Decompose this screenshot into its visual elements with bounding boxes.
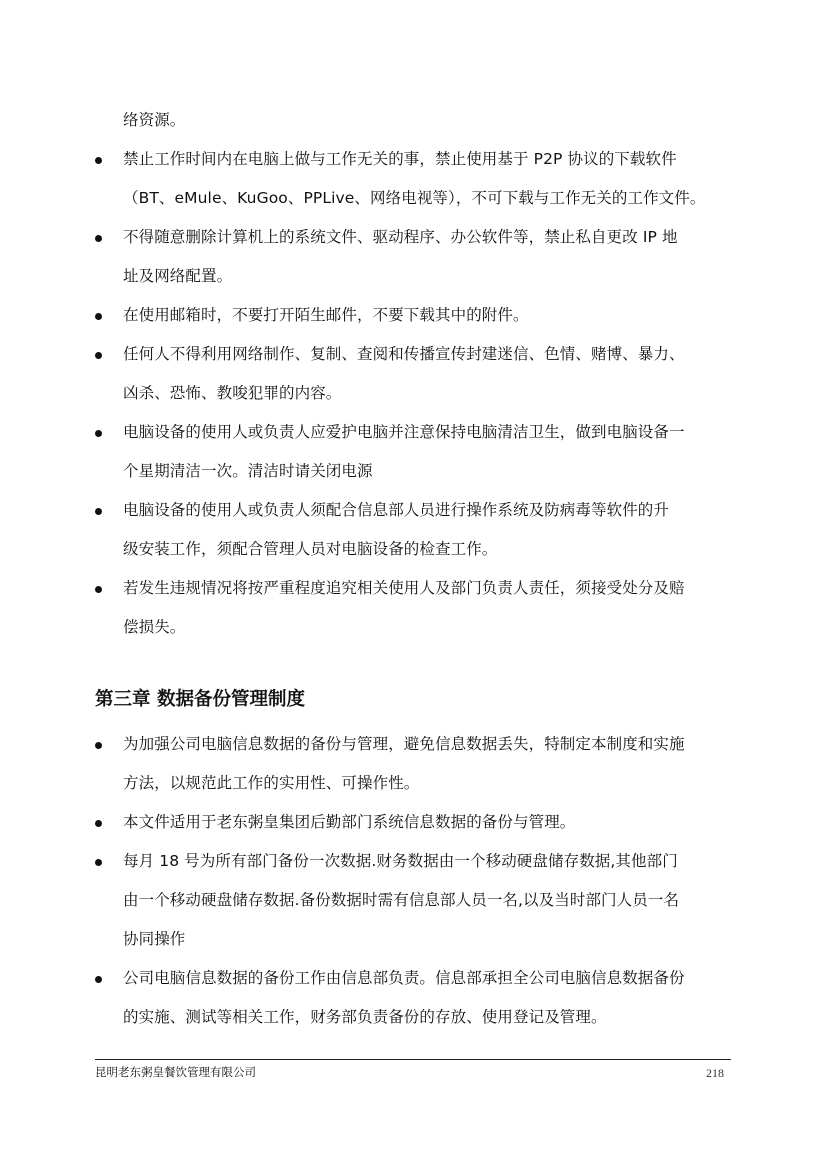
bullet-dot xyxy=(95,429,105,439)
list-item-line: 凶杀、恐怖、教唆犯罪的内容。 xyxy=(123,384,342,402)
bullet-dot xyxy=(95,234,105,244)
list-item-line: 为加强公司电脑信息数据的备份与管理，避免信息数据丢失，特制定本制度和实施 xyxy=(123,735,685,753)
list-item-line: 偿损失。 xyxy=(123,618,186,636)
list-item-line: 在使用邮箱时，不要打开陌生邮件，不要下载其中的附件。 xyxy=(123,306,529,324)
bullet-dot xyxy=(95,819,105,829)
list-item-line: 每月 18 号为所有部门备份一次数据.财务数据由一个移动硬盘储存数据,其他部门 xyxy=(123,852,678,870)
list-item-line: 本文件适用于老东粥皇集团后勤部门系统信息数据的备份与管理。 xyxy=(123,813,576,831)
list-item-line: 不得随意删除计算机上的系统文件、驱动程序、办公软件等，禁止私自更改 IP 地 xyxy=(123,228,678,246)
list-item-line: 方法，以规范此工作的实用性、可操作性。 xyxy=(123,774,420,792)
chapter-heading: 第三章 数据备份管理制度 xyxy=(95,689,305,710)
list-item-line: 协同操作 xyxy=(123,930,186,948)
bullet-dot xyxy=(95,585,105,595)
bullet-dot xyxy=(95,741,105,751)
bullet-dot xyxy=(95,507,105,517)
list-item-line: 级安装工作，须配合管理人员对电脑设备的检查工作。 xyxy=(123,540,498,558)
list-item-line: 电脑设备的使用人或负责人应爱护电脑并注意保持电脑清洁卫生，做到电脑设备一 xyxy=(123,423,685,441)
list-item-line: 个星期清洁一次。清洁时请关闭电源 xyxy=(123,462,373,480)
bullet-dot xyxy=(95,975,105,985)
footer-divider xyxy=(95,1059,731,1060)
bullet-dot xyxy=(95,156,105,166)
continuation-text: 络资源。 xyxy=(123,111,186,129)
bullet-dot xyxy=(95,312,105,322)
list-item-line: （BT、eMule、KuGoo、PPLive、网络电视等），不可下载与工作无关的工作文件。 xyxy=(123,189,706,207)
list-item-line: 址及网络配置。 xyxy=(123,267,233,285)
bullet-dot xyxy=(95,351,105,361)
list-item-line: 电脑设备的使用人或负责人须配合信息部人员进行操作系统及防病毒等软件的升 xyxy=(123,501,670,519)
list-item-line: 禁止工作时间内在电脑上做与工作无关的事，禁止使用基于 P2P 协议的下载软件 xyxy=(123,150,677,168)
list-item-line: 若发生违规情况将按严重程度追究相关使用人及部门负责人责任，须接受处分及赔 xyxy=(123,579,685,597)
footer-company-name: 昆明老东粥皇餐饮管理有限公司 xyxy=(95,1065,256,1079)
bullet-dot xyxy=(95,858,105,868)
footer-page-number: 218 xyxy=(706,1066,724,1080)
list-item-line: 的实施、测试等相关工作，财务部负责备份的存放、使用登记及管理。 xyxy=(123,1008,607,1026)
list-item-line: 任何人不得利用网络制作、复制、查阅和传播宣传封建迷信、色情、赌博、暴力、 xyxy=(123,345,685,363)
list-item-line: 公司电脑信息数据的备份工作由信息部负责。信息部承担全公司电脑信息数据备份 xyxy=(123,969,685,987)
list-item-line: 由一个移动硬盘储存数据.备份数据时需有信息部人员一名,以及当时部门人员一名 xyxy=(123,891,680,909)
